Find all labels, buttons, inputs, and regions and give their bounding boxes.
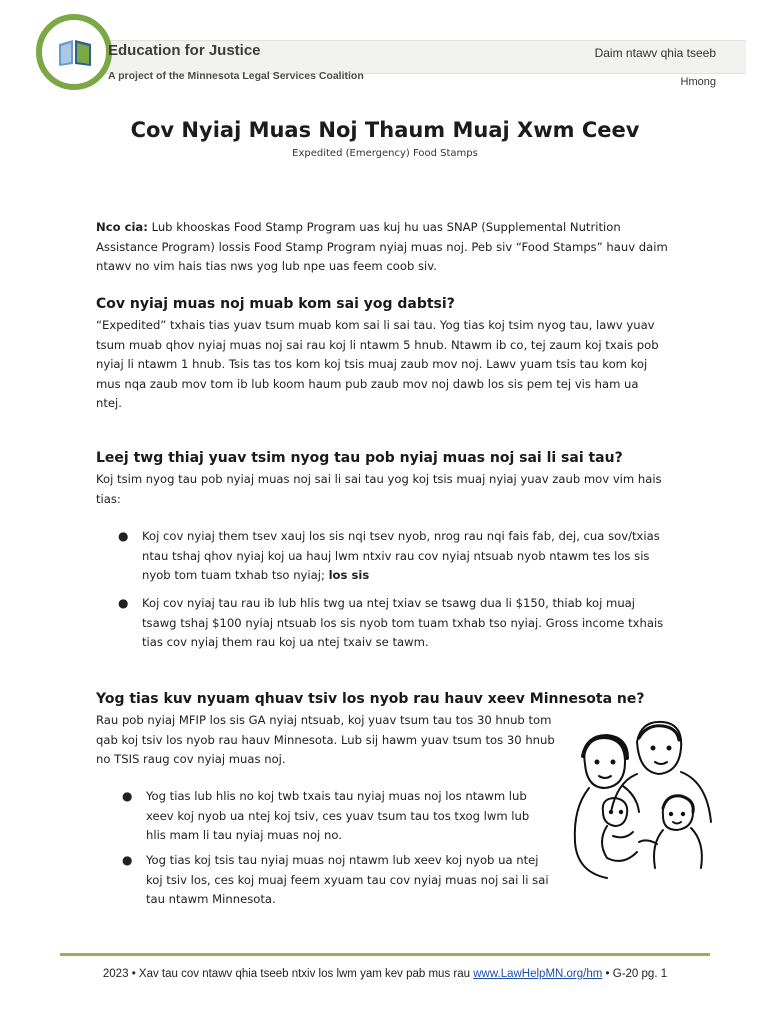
list-item	[122, 851, 550, 910]
org-name: Education for Justice	[108, 42, 261, 59]
bullet-icon: ●	[118, 529, 129, 543]
section1-body: “Expedited” txhais tias yuav tsum muab kom sai li sai tau. Yog tias koj tsim nyog tau, lawv yuav tsum muab qhov nyiaj muas noj sai rau koj li ntawm 5 hnub. Ntawm ib co, tej zaum koj txais pob nyiaj li ntawm 1 hnub. Tsis tas tos kom koj tsis muaj zaub mov noj. Lawv yuam tsis tau kom koj mus nqa zaub mov tom ib lub koom haum pub zaub mov noj dawb los sis pem tej vis ham ua ntej.	[96, 318, 659, 410]
section2-bullet1-text: Koj cov nyiaj them tsev xauj los sis nqi tsev nyob, nrog rau nqi fais fab, dej, cua sov/txias ntau tshaj qhov nyiaj koj ua hauj lwm ntxiv rau cov nyiaj ntsuab nyob ntawm tes los sis nyob tom tuam txhab tso nyiaj;	[142, 529, 660, 582]
section1-heading: Cov nyiaj muas noj muab kom sai yog dabtsi?	[96, 296, 455, 312]
section2-heading: Leej twg thiaj yuav tsim nyog tau pob nyiaj muas noj sai li sai tau?	[96, 450, 623, 466]
logo-book-icon	[57, 38, 93, 68]
footer-separator: •	[605, 968, 610, 980]
section3-bullet2: Yog tias koj tsis tau nyiaj muas noj ntawm lub xeev koj nyob ua ntej koj tsiv los, ces koj muaj feem xyuam tau cov nyiaj muas noj sai li sai tau ntawm Minnesota.	[146, 853, 549, 906]
page-subtitle: Expedited (Emergency) Food Stamps	[292, 148, 478, 159]
list-item	[118, 527, 670, 586]
note-paragraph	[96, 218, 668, 277]
footer-year: 2023	[102, 968, 129, 980]
footer-link[interactable]: www.LawHelpMN.org/hm	[473, 968, 603, 980]
bullet-icon: ●	[122, 789, 133, 803]
list-item	[118, 594, 670, 653]
section2-intro: Koj tsim nyog tau pob nyiaj muas noj sai li sai tau yog koj tsis muaj nyiaj yuav zaub mov vim hais tias:	[96, 472, 662, 506]
list-item	[122, 787, 550, 846]
section3-bullet1: Yog tias lub hlis no koj twb txais tau nyiaj muas noj los ntawm lub xeev koj nyob ua ntej koj tsiv, ces yuav tsum tau tos txog lwm lub hlis mam li tau nyiaj muas noj no.	[146, 789, 530, 842]
family-illustration	[567, 712, 717, 882]
section2-bullet1-bold: los sis	[328, 568, 370, 582]
section3-intro: Rau pob nyiaj MFIP los sis GA nyiaj ntsuab, koj yuav tsum tau tos 30 hnub tom qab koj tsiv los nyob rau hauv Minnesota. Lub sij hawm yuav tsum tos 30 hnub no TSIS raug cov nyiaj muas noj.	[96, 713, 555, 766]
bullet-icon: ●	[122, 853, 133, 867]
language-label: Hmong	[680, 76, 716, 88]
footer-text: Xav tau cov ntawv qhia tseeb ntxiv los lwm yam kev pab mus rau	[138, 968, 471, 980]
page-title: Cov Nyiaj Muas Noj Thaum Muaj Xwm Ceev	[130, 118, 640, 142]
footer-separator: •	[131, 968, 136, 980]
footer-divider	[60, 953, 710, 956]
bullet-icon: ●	[118, 596, 129, 610]
note-text: Lub khooskas Food Stamp Program uas kuj hu uas SNAP (Supplemental Nutrition Assistance Program) lossis Food Stamp Program nyiaj muas noj. Peb siv “Food Stamps” hauv daim ntawv no vim hais tias nws yog lub npe uas feem coob siv.	[96, 220, 668, 273]
note-label: Nco cia:	[96, 220, 148, 234]
section3-heading: Yog tias kuv nyuam qhuav tsiv los nyob rau hauv xeev Minnesota ne?	[96, 691, 645, 707]
header-banner	[30, 12, 746, 94]
org-subtitle: A project of the Minnesota Legal Services Coalition	[108, 70, 364, 82]
footer	[0, 968, 770, 980]
document-type: Daim ntawv qhia tseeb	[594, 46, 716, 60]
footer-page: G-20 pg. 1	[612, 968, 668, 980]
section2-bullet2-text: Koj cov nyiaj tau rau ib lub hlis twg ua ntej txiav se tsawg dua li $150, thiab koj muaj tsawg tshaj $100 nyiaj ntsuab los sis nyob tom tuam txhab tso nyiaj. Gross income txhais tias cov nyiaj them rau koj ua ntej txaiv se tawm.	[142, 596, 664, 649]
